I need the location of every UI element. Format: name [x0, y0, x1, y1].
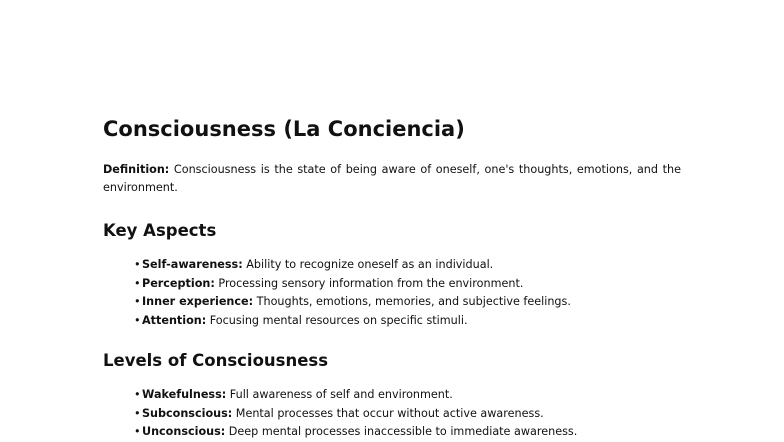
definition-text: Consciousness is the state of being aware of oneself, one's thoughts, emotions, and the environment. — [103, 163, 681, 194]
list-item-text: Thoughts, emotions, memories, and subjective feelings. — [253, 295, 571, 308]
list-item-text: Full awareness of self and environment. — [226, 388, 453, 401]
list-item — [134, 405, 681, 424]
bullet: • — [134, 258, 141, 271]
list-item — [134, 423, 681, 442]
list-item-text: Ability to recognize oneself as an individual. — [242, 258, 494, 271]
bullet: • — [134, 276, 141, 290]
section-heading-key-aspects: Key Aspects — [103, 221, 217, 240]
list-item-text: Focusing mental resources on specific stimuli. — [206, 313, 468, 327]
list-item-text: Deep mental processes inaccessible to immediate awareness. — [225, 425, 578, 438]
section-heading-levels-of-consciousness: Levels of Consciousness — [103, 351, 329, 370]
list-item-term: Attention: — [142, 313, 207, 327]
list-item-term: Subconscious: — [142, 406, 233, 420]
list-item — [134, 293, 681, 312]
bullet: • — [134, 425, 141, 438]
list-item — [134, 256, 681, 275]
definition-term: Definition: — [103, 163, 170, 176]
list-item-term: Unconscious: — [142, 425, 226, 438]
bullet: • — [134, 295, 141, 308]
key-aspects-list — [103, 256, 681, 330]
list-item — [134, 312, 681, 331]
list-item-text: Processing sensory information from the environment. — [214, 276, 524, 290]
bullet: • — [134, 388, 141, 401]
list-item-term: Perception: — [142, 276, 215, 290]
document-content — [103, 114, 681, 442]
list-item-term: Wakefulness: — [142, 388, 227, 401]
list-item — [134, 386, 681, 405]
list-item — [134, 275, 681, 294]
bullet: • — [134, 313, 141, 327]
list-item-term: Self-awareness: — [142, 258, 243, 271]
list-item-term: Inner experience: — [142, 295, 254, 308]
levels-list — [103, 386, 681, 442]
list-item-text: Mental processes that occur without active awareness. — [232, 406, 544, 420]
page-title: Consciousness (La Conciencia) — [103, 117, 465, 141]
definition-paragraph — [103, 161, 681, 197]
bullet: • — [134, 406, 141, 420]
